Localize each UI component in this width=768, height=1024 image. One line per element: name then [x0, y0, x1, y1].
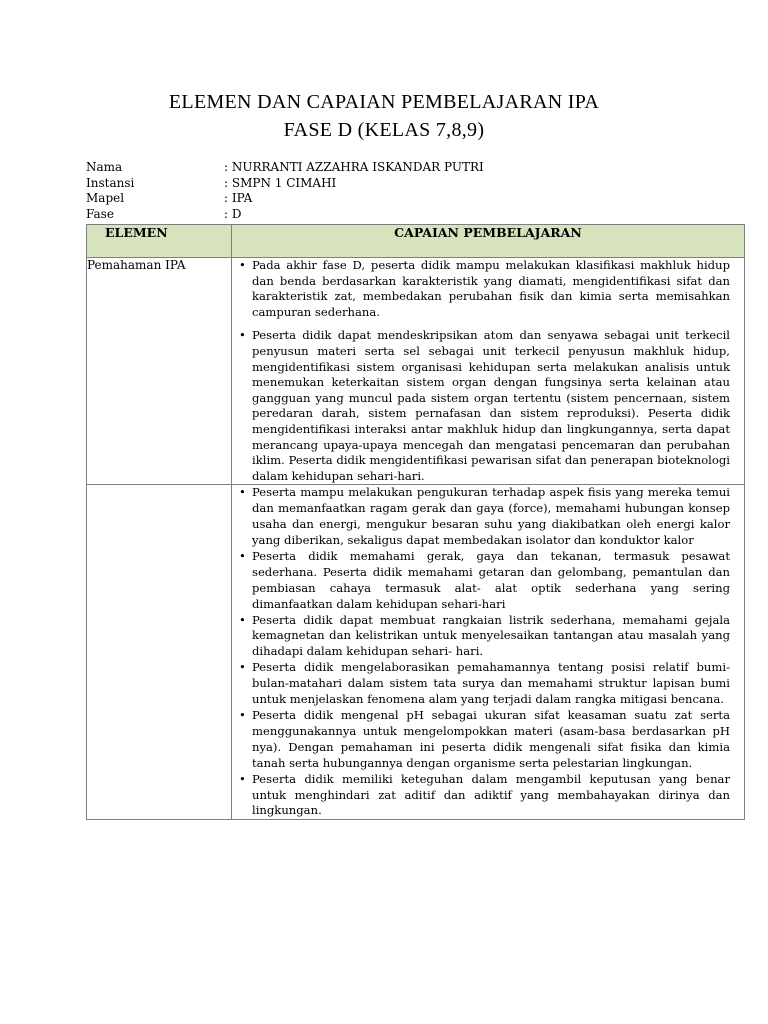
info-value: : IPA	[224, 191, 253, 205]
info-row-fase	[86, 207, 746, 223]
table-header-row	[87, 225, 745, 258]
info-row-instansi	[86, 176, 746, 192]
document-title	[0, 88, 768, 144]
list-item: • Peserta didik mengenal pH sebagai ukuran sifat keasaman suatu zat serta menggunakannya untuk mengelompokkan materi (asam-basa berdasarkan pH nya). Dengan pemahaman ini peserta didik mengenali sifat fisika dan kimia tanah serta hubungannya dengan organisme serta pelestarian lingkungan.	[238, 708, 730, 772]
table-row	[87, 485, 745, 820]
header-elemen: ELEMEN	[87, 225, 232, 258]
identity-block	[86, 160, 746, 222]
capaian-list	[232, 258, 744, 484]
capaian-cell	[232, 258, 745, 485]
info-label: Nama	[86, 160, 123, 174]
elemen-cell	[87, 485, 232, 820]
capaian-list	[232, 485, 744, 819]
list-item: • Peserta didik mengelaborasikan pemahamannya tentang posisi relatif bumi-bulan-matahari dalam sistem tata surya dan memahami struktur lapisan bumi untuk menjelaskan fenomena alam yang terjadi dalam rangka mitigasi bencana.	[238, 660, 730, 708]
list-item: • Pada akhir fase D, peserta didik mampu melakukan klasifikasi makhluk hidup dan benda berdasarkan karakteristik yang diamati, mengidentifikasi sifat dan karakteristik zat, membedakan perubahan fisik dan kimia serta memisahkan campuran sederhana.	[238, 258, 730, 320]
list-item: • Peserta didik dapat membuat rangkaian listrik sederhana, memahami gejala kemagnetan dan kelistrikan untuk menyelesaikan tantangan atau masalah yang dihadapi dalam kehidupan sehari- hari.	[238, 613, 730, 661]
capaian-table	[86, 224, 745, 820]
info-row-mapel	[86, 191, 746, 207]
info-value: : SMPN 1 CIMAHI	[224, 175, 337, 190]
header-capaian: CAPAIAN PEMBELAJARAN	[232, 225, 745, 258]
elemen-cell: Pemahaman IPA	[87, 258, 232, 485]
list-item: • Peserta didik dapat mendeskripsikan atom dan senyawa sebagai unit terkecil penyusun materi serta sel sebagai unit terkecil penyusun makhluk hidup, mengidentifikasi sistem organisasi kehidupan serta melakukan analisis untuk menemukan keterkaitan sistem organ dengan fungsinya serta kelainan atau gangguan yang muncul pada sistem organ tertentu (sistem pencernaan, sistem peredaran darah, sistem pernafasan dan sistem reproduksi). Peserta didik mengidentifikasi interaksi antar makhluk hidup dan lingkungannya, serta dapat merancang upaya-upaya mencegah dan mengatasi pencemaran dan perubahan iklim. Peserta didik mengidentifikasi pewarisan sifat dan penerapan bioteknologi dalam kehidupan sehari-hari.	[238, 328, 730, 484]
title-line-2: FASE D (KELAS 7,8,9)	[283, 119, 485, 141]
info-value: : NURRANTI AZZAHRA ISKANDAR PUTRI	[224, 160, 484, 174]
title-line-1: ELEMEN DAN CAPAIAN PEMBELAJARAN IPA	[168, 91, 600, 113]
list-item: • Peserta didik memahami gerak, gaya dan tekanan, termasuk pesawat sederhana. Peserta didik memahami getaran dan gelombang, pemantulan dan pembiasan cahaya termasuk alat- alat optik sederhana yang sering dimanfaatkan dalam kehidupan sehari-hari	[238, 549, 730, 613]
info-label: Fase	[86, 206, 114, 221]
list-item: • Peserta didik memiliki keteguhan dalam mengambil keputusan yang benar untuk menghindari zat aditif dan adiktif yang membahayakan dirinya dan lingkungan.	[238, 772, 730, 820]
info-label: Mapel	[86, 191, 125, 205]
table-row	[87, 258, 745, 485]
list-item: • Peserta mampu melakukan pengukuran terhadap aspek fisis yang mereka temui dan memanfaatkan ragam gerak dan gaya (force), memahami hubungan konsep usaha dan energi, mengukur besaran suhu yang diakibatkan oleh energi kalor yang diberikan, sekaligus dapat membedakan isolator dan konduktor kalor	[238, 485, 730, 549]
info-row-nama	[86, 160, 746, 176]
info-label: Instansi	[86, 175, 135, 190]
capaian-cell	[232, 485, 745, 820]
info-value: : D	[224, 206, 242, 221]
